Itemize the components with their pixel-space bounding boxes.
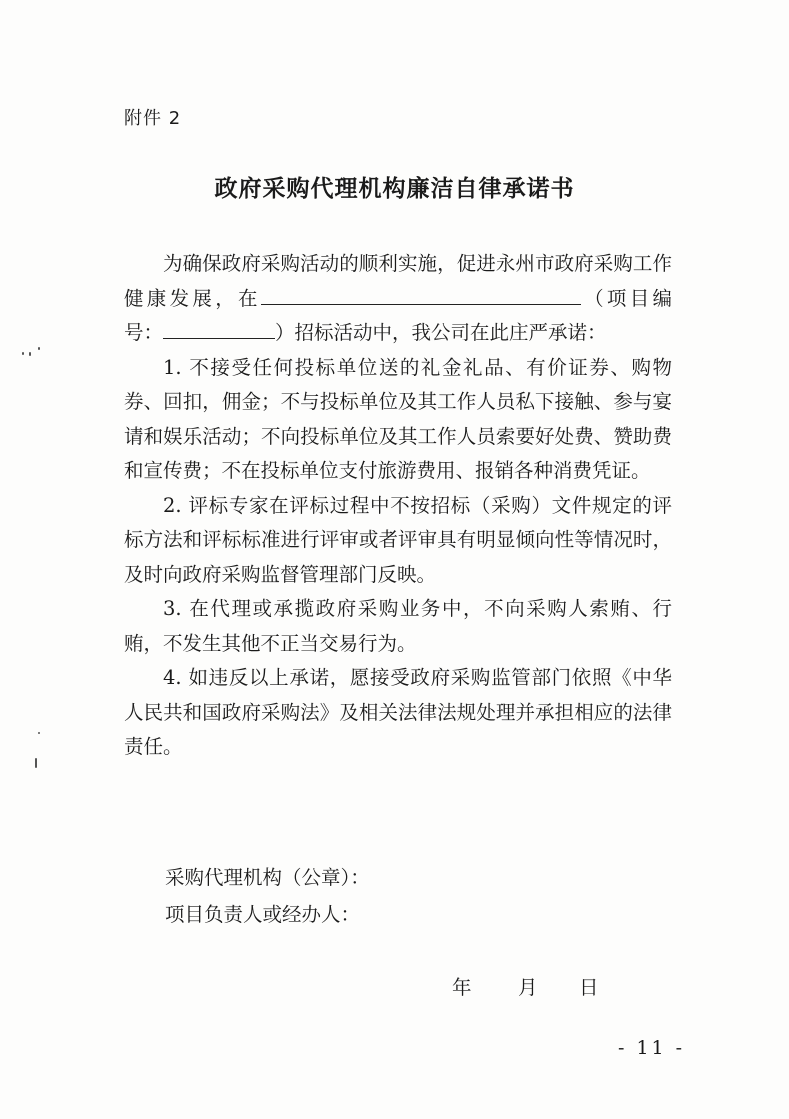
project-name-blank (261, 282, 581, 305)
scan-mark (38, 732, 40, 734)
scan-mark (22, 352, 24, 355)
commitment-item-4: 4. 如违反以上承诺，愿接受政府采购监管部门依照《中华人民共和国政府采购法》及相关法律法规处理并承担相应的法律责任。 (124, 666, 672, 758)
intro-text-2: （项目编号： (124, 286, 672, 344)
date-month-label: 月 (518, 976, 538, 999)
agency-seal-label: 采购代理机构（公章）： (165, 866, 370, 889)
commitment-item-3: 3. 在代理或承揽政府采购业务中，不向采购人索贿、行贿，不发生其他不正当交易行为。 (124, 597, 672, 655)
commitment-item-1: 1. 不接受任何投标单位送的礼金礼品、有价证券、购物券、回扣，佣金；不与投标单位及其工作人员私下接触、参与宴请和娱乐活动；不向投标单位及其工作人员索要好处费、赞助费和宣传费；不在投标单位支付旅游费用、报销各种消费凭证。 (124, 355, 672, 482)
project-number-blank (163, 316, 275, 339)
commitment-item-2: 2. 评标专家在评标过程中不按招标（采购）文件规定的评标方法和评标标准进行评审或者评审具有明显倾向性等情况时，及时向政府采购监督管理部门反映。 (124, 493, 672, 586)
person-in-charge-label: 项目负责人或经办人： (165, 903, 361, 926)
attachment-label: 附件 2 (124, 108, 182, 129)
intro-text-3: ）招标活动中，我公司在此庄严承诺： (275, 321, 607, 344)
intro-text-1: 为确保政府采购活动的顺利实施，促进永州市政府采购工作健康发展，在 (124, 252, 672, 310)
scan-mark (29, 352, 31, 356)
document-body (124, 247, 672, 765)
scan-mark (38, 347, 40, 350)
intro-paragraph (124, 247, 672, 351)
page-number: - 11 - (618, 1037, 686, 1059)
scan-mark (35, 758, 37, 768)
date-year-label: 年 (452, 976, 472, 999)
date-day-label: 日 (579, 976, 599, 999)
document-title: 政府采购代理机构廉洁自律承诺书 (214, 176, 575, 202)
